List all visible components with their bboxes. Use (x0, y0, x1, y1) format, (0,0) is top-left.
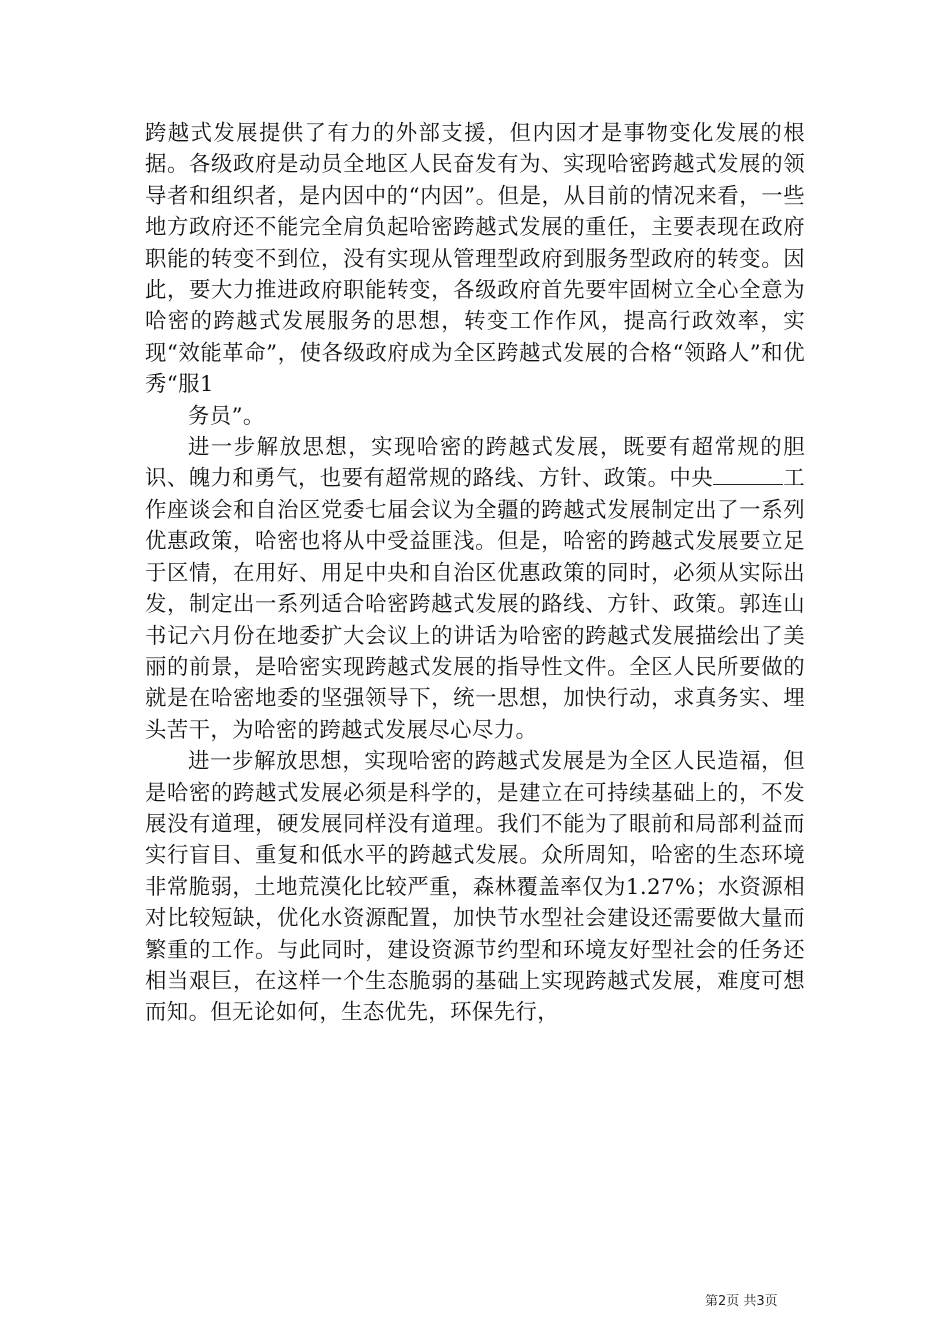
blank-underline (713, 466, 783, 485)
paragraph (145, 432, 805, 746)
paragraph-text: 工作座谈会和自治区党委七届会议为全疆的跨越式发展制定出了一系列优惠政策，哈密也将从中受益匪浅。但是，哈密的跨越式发展要立足于区情，在用好、用足中央和自治区优惠政策的同时，必须从实际出发，制定出一系列适合哈密跨越式发展的路线、方针、政策。郭连山书记六月份在地委扩大会议上的讲话为哈密的跨越式发展描绘出了美丽的前景，是哈密实现跨越式发展的指导性文件。全区人民所要做的就是在哈密地委的坚强领导下，统一思想，加快行动，求真务实、埋头苦干，为哈密的跨越式发展尽心尽力。 (145, 466, 805, 743)
paragraph: 进一步解放思想，实现哈密的跨越式发展是为全区人民造福，但是哈密的跨越式发展必须是科学的，是建立在可持续基础上的，不发展没有道理，硬发展同样没有道理。我们不能为了眼前和局部利益而实行盲目、重复和低水平的跨越式发展。众所周知，哈密的生态环境非常脆弱，土地荒漠化比较严重，森林覆盖率仅为1.27%；水资源相对比较短缺，优化水资源配置，加快节水型社会建设还需要做大量而繁重的工作。与此同时，建设资源节约型和环境友好型社会的任务还相当艰巨，在这样一个生态脆弱的基础上实现跨越式发展，难度可想而知。但无论如何，生态优先，环保先行， (145, 749, 805, 1026)
page-number: 第2页 共3页 (705, 1294, 778, 1309)
paragraph-text: 进一步解放思想，实现哈密的跨越式发展，既要有超常规的胆识、魄力和勇气，也要有超常规的路线、方针、政策。中央 (145, 435, 805, 492)
paragraph: 务员”。 (188, 403, 265, 429)
paragraph: 跨越式发展提供了有力的外部支援，但内因才是事物变化发展的根据。各级政府是动员全地区人民奋发有为、实现哈密跨越式发展的领导者和组织者，是内因中的“内因”。但是，从目前的情况来看，一些地方政府还不能完全肩负起哈密跨越式发展的重任，主要表现在政府职能的转变不到位，没有实现从管理型政府到服务型政府的转变。因此，要大力推进政府职能转变，各级政府首先要牢固树立全心全意为哈密的跨越式发展服务的思想，转变工作作风，提高行政效率，实现“效能革命”，使各级政府成为全区跨越式发展的合格“领路人”和优秀“服1 (145, 121, 805, 398)
document-body (145, 118, 805, 1029)
